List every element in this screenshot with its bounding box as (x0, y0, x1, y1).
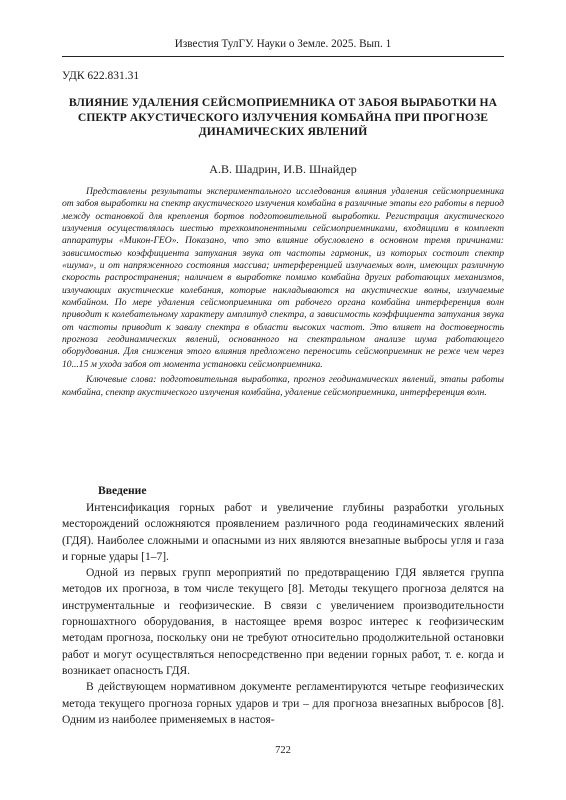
body-paragraph: Одной из первых групп мероприятий по предотвращению ГДЯ является группа методов их прогноза, в том числе текущего [8]. Методы текущего прогноза делятся на инструментальные и геофизические. В связи с увеличением производительности горношахтного оборудования, в настоящее время возрос интерес к геофизическим методам прогноза, поскольку они не требуют относительно продолжительной остановки работ и могут осуществляться непосредственно при ведении горных работ, т. е. когда и возникает опасность ГДЯ. (62, 567, 504, 677)
section-heading-introduction: Введение (98, 484, 147, 497)
article-authors: А.В. Шадрин, И.В. Шнайдер (209, 162, 357, 176)
body-paragraph: В действующем нормативном документе регламентируются четыре геофизических метода текущего прогноза горных ударов и три – для прогноза внезапных выбросов [8]. Одним из наиболее применяемых в настоя- (62, 681, 504, 726)
abstract-text: Представлены результаты экспериментального исследования влияния удаления сейсмоприемника от забоя выработки на спектр акустического излучения комбайна в различные этапы его работы в период между остановкой для крепления бортов подготовительной выработки. Регистрация акустического излучения осуществлялась шестью трехкомпонентными сейсмоприемниками, входящими в комплект аппаратуры «Микон-ГЕО». Показано, что это влияние обусловлено в основном тремя причинами: зависимостью коэффициента затухания звука от частоты гармоник, из которых состоит спектр «шума», и от напряженного состояния массива; интерференцией излучаемых волн, имеющих различную скорость распространения; наличием в выработке помимо комбайна других работающих механизмов, излучающих акустические колебания, которые накладываются на акустические волны, излучаемые комбайном. По мере удаления сейсмоприемника от рабочего органа комбайна интерференция волн приводит к колебательному характеру амплитуд спектра, а зависимость коэффициента затухания звука от частоты приводит к завалу спектра в области высоких частот. Это влияет на достоверность прогноза геодинамических явлений, основанного на спектральном анализе шума работающего оборудования. Для снижения этого влияния предложено переносить сейсмоприемник не реже чем через 10...15 м ухода забоя от момента установки сейсмоприемника. (62, 186, 504, 370)
header-divider (62, 56, 504, 57)
page-number: 722 (275, 745, 291, 756)
abstract-block (62, 186, 504, 399)
running-header: Известия ТулГУ. Науки о Земле. 2025. Вып. 1 (174, 38, 392, 50)
article-title: ВЛИЯНИЕ УДАЛЕНИЯ СЕЙСМОПРИЕМНИКА ОТ ЗАБОЯ ВЫРАБОТКИ НА СПЕКТР АКУСТИЧЕСКОГО ИЗЛУЧЕНИЯ КОМБАЙНА ПРИ ПРОГНОЗЕ ДИНАМИЧЕСКИХ ЯВЛЕНИЙ (68, 96, 498, 139)
udk-code: УДК 622.831.31 (62, 70, 140, 82)
body-paragraph: Интенсификация горных работ и увеличение глубины разработки угольных месторождений осложняются проявлением различного рода геодинамических явлений (ГДЯ). Наиболее сложными и опасными из них являются внезапные выбросы угля и газа и горные удары [1–7]. (62, 502, 504, 563)
introduction-body (62, 500, 504, 728)
keywords-text: Ключевые слова: подготовительная выработка, прогноз геодинамических явлений, этапы работы комбайна, спектр акустического излучения комбайна, удаление сейсмоприемника, интерференция волн. (62, 374, 504, 398)
